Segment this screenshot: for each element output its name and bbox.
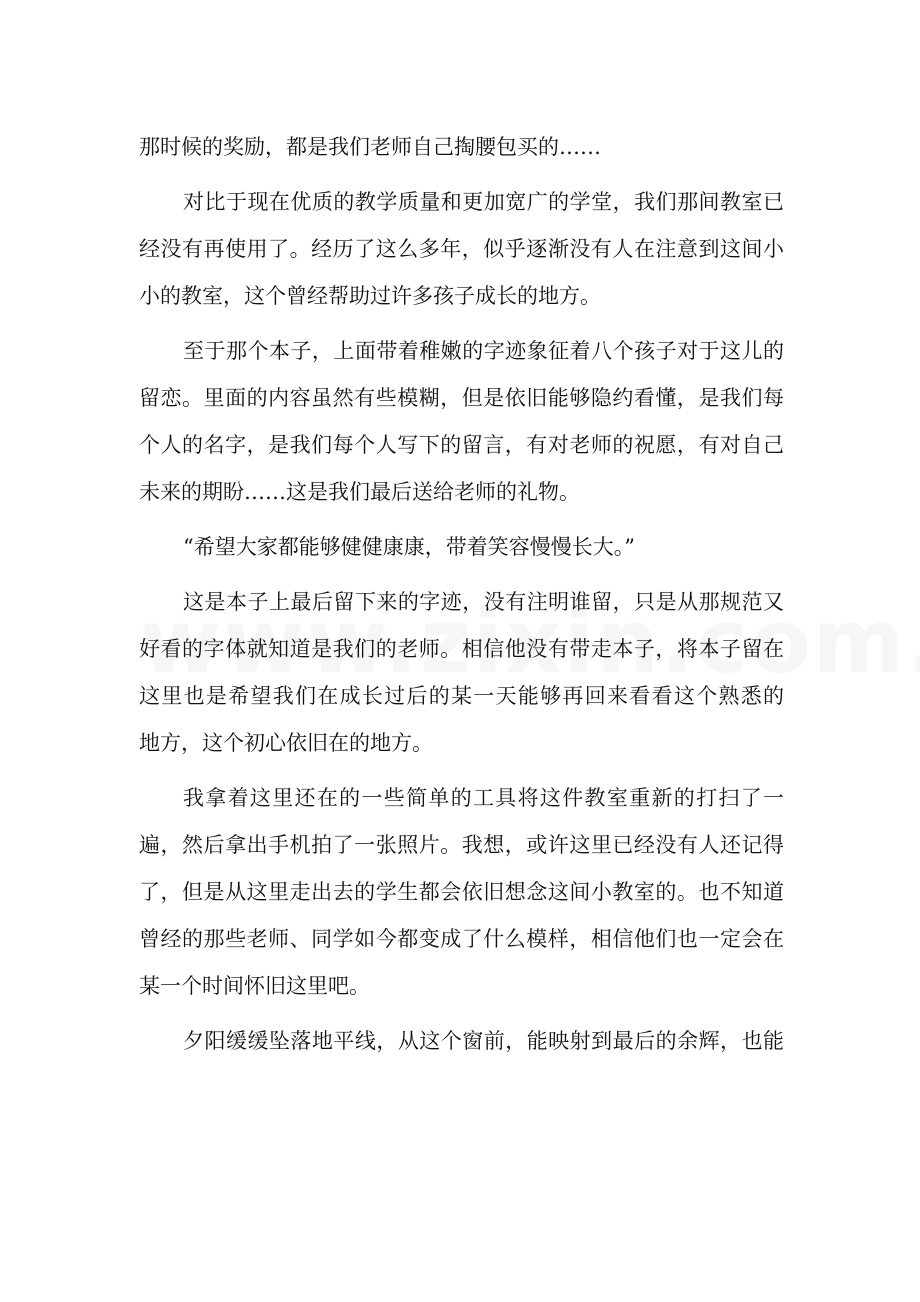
paragraph <box>139 524 784 571</box>
paragraph <box>139 579 784 767</box>
text-line: 某一个时间怀旧这里吧。 <box>139 974 370 998</box>
document-body <box>139 124 784 1065</box>
paragraph <box>139 1018 784 1065</box>
text-line: 留恋。里面的内容虽然有些模糊，但是依旧能够隐约看懂，是我们每 <box>139 386 784 410</box>
paragraph <box>139 179 784 320</box>
text-line: 对比于现在优质的教学质量和更加宽广的学堂，我们那间教室已 <box>183 190 784 214</box>
text-line: 至于那个本子，上面带着稚嫩的字迹象征着八个孩子对于这儿的 <box>183 339 784 363</box>
text-line: 这是本子上最后留下来的字迹，没有注明谁留，只是从那规范又 <box>183 590 784 614</box>
text-line: 夕阳缓缓坠落地平线，从这个窗前，能映射到最后的余辉，也能 <box>183 1029 784 1053</box>
text-line: 曾经的那些老师、同学如今都变成了什么模样，相信他们也一定会在 <box>139 927 784 951</box>
text-line: 这里也是希望我们在成长过后的某一天能够再回来看看这个熟悉的 <box>139 684 784 708</box>
paragraph-gap <box>139 1010 784 1018</box>
text-line: “希望大家都能够健健康康，带着笑容慢慢长大。” <box>183 535 635 559</box>
paragraph-gap <box>139 571 784 579</box>
text-line: 了，但是从这里走出去的学生都会依旧想念这间小教室的。也不知道 <box>139 880 784 904</box>
text-line: 未来的期盼……这是我们最后送给老师的礼物。 <box>139 480 580 504</box>
text-line: 个人的名字，是我们每个人写下的留言，有对老师的祝愿，有对自己 <box>139 433 784 457</box>
paragraph-gap <box>139 516 784 524</box>
text-line: 那时候的奖励，都是我们老师自己掏腰包买的…… <box>139 135 601 159</box>
text-line: 好看的字体就知道是我们的老师。相信他没有带走本子，将本子留在 <box>139 637 784 661</box>
text-line: 遍，然后拿出手机拍了一张照片。我想，或许这里已经没有人还记得 <box>139 833 784 857</box>
text-line: 我拿着这里还在的一些简单的工具将这件教室重新的打扫了一 <box>183 786 784 810</box>
text-line: 地方，这个初心依旧在的地方。 <box>139 731 433 755</box>
paragraph-gap <box>139 767 784 775</box>
paragraph <box>139 775 784 1010</box>
text-line: 小的教室，这个曾经帮助过许多孩子成长的地方。 <box>139 284 601 308</box>
paragraph <box>139 328 784 516</box>
text-line: 经没有再使用了。经历了这么多年，似乎逐渐没有人在注意到这间小 <box>139 237 784 261</box>
paragraph-gap <box>139 320 784 328</box>
paragraph <box>139 124 784 171</box>
paragraph-gap <box>139 171 784 179</box>
